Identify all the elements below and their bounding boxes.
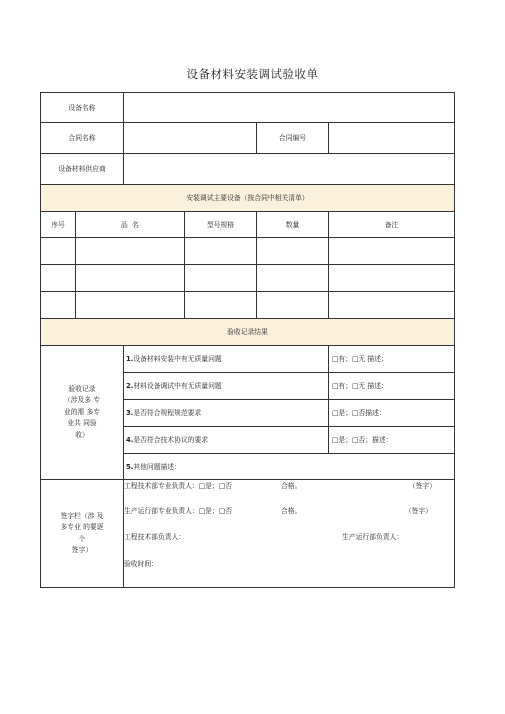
table-row [41,292,455,319]
table-cell[interactable] [185,292,257,319]
acceptance-item-4-options[interactable]: □是；□否；描述： [329,427,455,454]
contract-no-field[interactable] [329,123,455,154]
col-header-remarks: 备注 [329,212,455,238]
table-cell[interactable] [41,292,76,319]
signature-line-eng-specialist [124,480,454,500]
table-cell[interactable] [76,292,185,319]
acceptance-item-2-options[interactable]: □有；□无 描述： [329,373,455,400]
equipment-name-field[interactable] [124,93,455,123]
item-number: 5. [126,462,134,471]
signature-line-ops-specialist [124,500,454,527]
qualified-text: 合格。 [281,482,302,490]
table-cell[interactable] [329,292,455,319]
signature-line-date [124,555,454,583]
item-text: 其他问题描述： [133,462,181,471]
signature-line-text: 生产运行部专业负责人：□是；□否 [124,507,232,515]
side-label-line: （涉及多 专 [63,396,101,405]
qualified-text: 合格。 [281,507,302,515]
table-cell[interactable] [41,265,76,292]
table-cell[interactable] [329,265,455,292]
col-header-item-name: 品 名 [76,212,185,238]
table-cell[interactable] [185,238,257,265]
side-label-line: 签字） [71,546,93,554]
table-cell[interactable] [185,265,257,292]
acceptance-item-2 [124,373,329,400]
table-cell[interactable] [257,265,329,292]
acceptance-date-label: 验收时间： [124,560,158,568]
acceptance-item-1-options[interactable]: □有；□无 描述： [329,346,455,373]
table-cell[interactable] [257,238,329,265]
signature-area[interactable] [124,480,455,588]
side-label-line: 个 [78,534,86,543]
acceptance-item-1 [124,346,329,373]
acceptance-item-5[interactable] [124,454,455,480]
equipment-name-label: 设备名称 [41,93,124,123]
acceptance-side-label [41,346,124,480]
col-header-index: 序号 [41,212,76,238]
side-label-line: 业的需 多专 [63,407,101,416]
form-table [40,92,455,588]
ops-head-label: 生产运行部负责人： [342,533,404,541]
item-text: 是否符合技术协议的要求 [133,436,209,444]
table-cell[interactable] [329,238,455,265]
sign-marker: （签字） [408,482,436,490]
supplier-label: 设备材料供应商 [41,154,124,185]
table-row [41,238,455,265]
acceptance-item-3-options[interactable]: □是；□否描述： [329,400,455,427]
contract-name-field[interactable] [124,123,257,154]
side-label-line: 业共 同验 [67,419,97,428]
side-label-line: 多专业 的要逐 [60,523,104,531]
table-row [41,265,455,292]
table-cell[interactable] [257,292,329,319]
side-label-line: 收） [75,430,89,439]
side-label-line: 验收记录 [68,384,96,393]
signature-line-dept-heads [124,527,454,555]
signature-line-text: 工程技术部专业负责人：□是；□否 [124,482,232,490]
col-header-quantity: 数量 [257,212,329,238]
item-number: 3. [126,409,134,417]
item-text: 是否符合规程规范要求 [133,409,202,417]
col-header-model-spec: 型号规格 [185,212,257,238]
equipment-section-header: 安装调试主要设备（按合同中相关清单） [41,185,455,212]
document-title: 设备材料安装调试验收单 [186,67,319,81]
acceptance-section-header: 验收记录结果 [41,319,455,346]
item-text: 设备材料安装中有无质量问题 [133,355,222,363]
acceptance-item-4 [124,427,329,454]
acceptance-form [40,92,454,588]
table-cell[interactable] [76,238,185,265]
supplier-field[interactable] [124,154,455,185]
item-number: 4. [126,436,134,444]
table-cell[interactable] [41,238,76,265]
side-label-line: 签字栏（涉 及 [60,511,104,520]
item-number: 2. [126,382,134,390]
table-cell[interactable] [76,265,185,292]
eng-head-label: 工程技术部负责人： [124,533,186,541]
sign-marker: （签字） [404,507,432,515]
signature-side-label [41,480,124,588]
acceptance-item-3 [124,400,329,427]
contract-name-label: 合同名称 [41,123,124,154]
item-text: 材料设备调试中有无质量问题 [133,382,222,390]
contract-no-label: 合同编号 [257,123,329,154]
item-number: 1. [126,355,134,363]
